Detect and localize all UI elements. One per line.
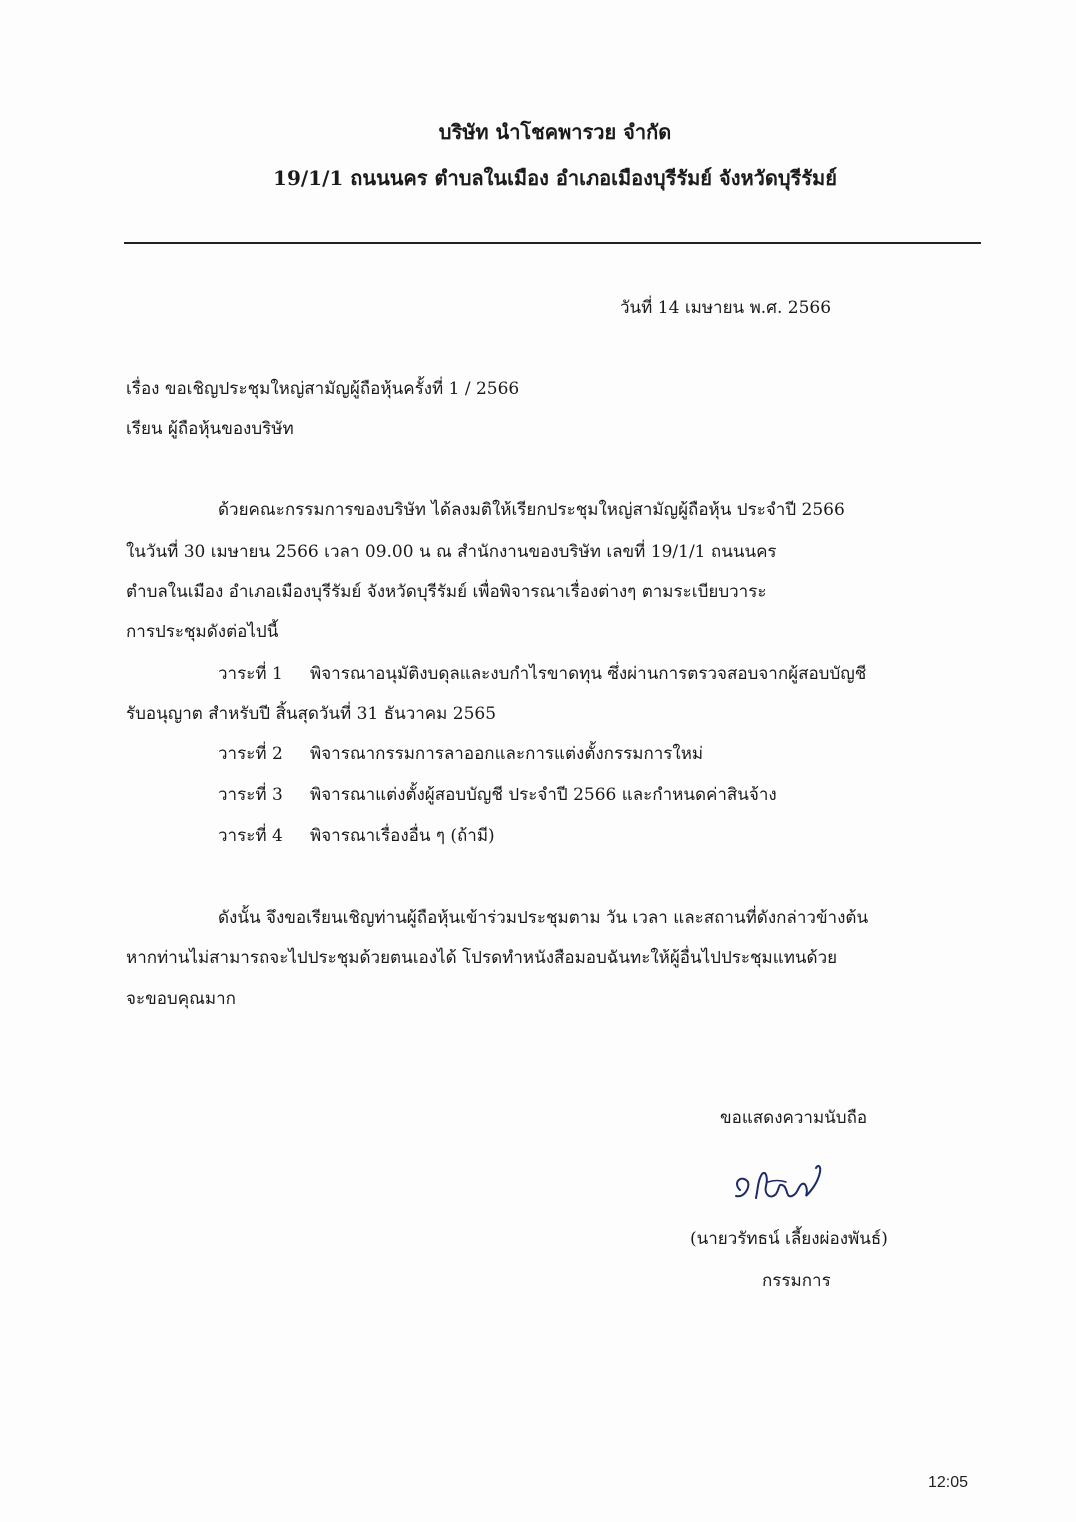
signer-name: (นายวรัทธน์ เลี้ยงผ่องพันธ์) xyxy=(690,1229,888,1249)
company-address: 19/1/1 ถนนนคร ตำบลในเมือง อำเภอเมืองบุรีรัมย์ จังหวัดบุรีรัมย์ xyxy=(273,166,837,190)
signature-icon xyxy=(728,1160,838,1212)
letter-recipient: เรียน ผู้ถือหุ้นของบริษัท xyxy=(126,419,294,439)
agenda-1-text: พิจารณาอนุมัติงบดุลและงบกำไรขาดทุน ซึ่งผ่านการตรวจสอบจากผู้สอบบัญชี xyxy=(310,664,867,684)
agenda-1-continuation: รับอนุญาต สำหรับปี สิ้นสุดวันที่ 31 ธันวาคม 2565 xyxy=(126,704,497,724)
closing-line-3: จะขอบคุณมาก xyxy=(126,989,236,1009)
closing-line-1: ดังนั้น จึงขอเรียนเชิญท่านผู้ถือหุ้นเข้าร่วมประชุมตาม วัน เวลา และสถานที่ดังกล่าวข้างต้น xyxy=(218,908,869,928)
agenda-1-label: วาระที่ 1 xyxy=(218,664,283,684)
signer-title: กรรมการ xyxy=(762,1271,831,1291)
agenda-3-text: พิจารณาแต่งตั้งผู้สอบบัญชี ประจำปี 2566 และกำหนดค่าสินจ้าง xyxy=(310,785,777,805)
intro-line-2: ในวันที่ 30 เมษายน 2566 เวลา 09.00 น ณ สำนักงานของบริษัท เลขที่ 19/1/1 ถนนนคร xyxy=(126,542,777,562)
agenda-4-text: พิจารณาเรื่องอื่น ๆ (ถ้ามี) xyxy=(310,826,495,846)
intro-line-3: ตำบลในเมือง อำเภอเมืองบุรีรัมย์ จังหวัดบุรีรัมย์ เพื่อพิจารณาเรื่องต่างๆ ตามระเบียบวาระ xyxy=(126,582,767,602)
closing-line-2: หากท่านไม่สามารถจะไปประชุมด้วยตนเองได้ โปรดทำหนังสือมอบฉันทะให้ผู้อื่นไปประชุมแทนด้วย xyxy=(126,948,838,968)
header-divider xyxy=(124,242,981,244)
signoff: ขอแสดงความนับถือ xyxy=(720,1108,868,1128)
page-timestamp: 12:05 xyxy=(928,1474,969,1491)
agenda-2-text: พิจารณากรรมการลาออกและการแต่งตั้งกรรมการใหม่ xyxy=(310,744,704,764)
company-name: บริษัท นำโชคพารวย จำกัด xyxy=(438,120,672,144)
intro-line-4: การประชุมดังต่อไปนี้ xyxy=(126,622,279,642)
agenda-2-label: วาระที่ 2 xyxy=(218,744,283,764)
intro-line-1: ด้วยคณะกรรมการของบริษัท ได้ลงมติให้เรียกประชุมใหญ่สามัญผู้ถือหุ้น ประจำปี 2566 xyxy=(218,500,845,520)
letter-subject: เรื่อง ขอเชิญประชุมใหญ่สามัญผู้ถือหุ้นครั้งที่ 1 / 2566 xyxy=(126,379,520,399)
agenda-4-label: วาระที่ 4 xyxy=(218,826,283,846)
letter-date: วันที่ 14 เมษายน พ.ศ. 2566 xyxy=(620,298,832,318)
agenda-3-label: วาระที่ 3 xyxy=(218,785,283,805)
